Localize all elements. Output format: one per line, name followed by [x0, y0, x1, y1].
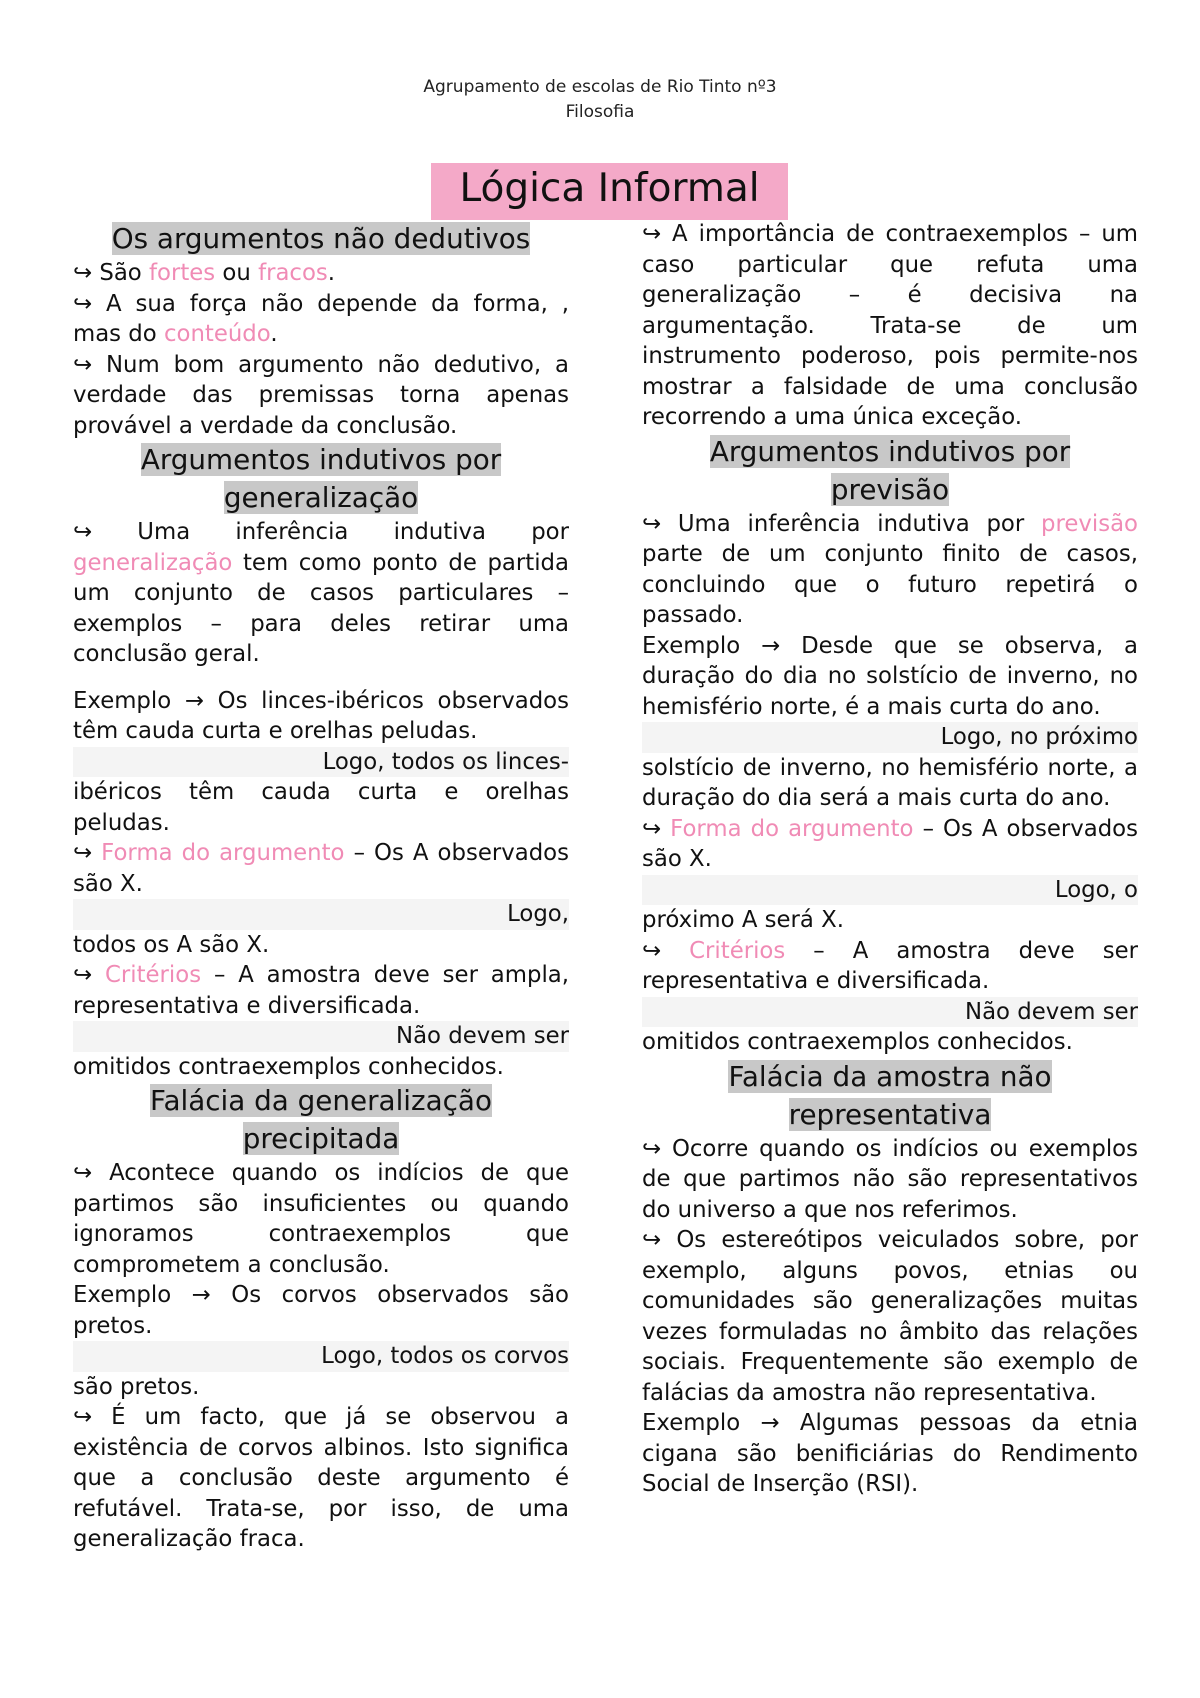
section-heading: Falácia da amostra não representativa — [728, 1059, 1052, 1131]
example-text: Exemplo → Os linces-ibéricos observados têm cauda curta e orelhas peludas. — [73, 687, 569, 744]
section-heading: Argumentos indutivos por generalização — [140, 443, 502, 514]
conclusion-line: Não devem ser — [642, 997, 1138, 1028]
highlight-term: generalização — [73, 549, 233, 576]
conclusion-text: solstício de inverno, no hemisfério norte, a duração do dia será a mais curta do ano. — [642, 754, 1138, 811]
right-column — [642, 219, 1138, 1500]
criteria-text: ↪ Critérios – A amostra deve ser representativa e diversificada. — [642, 937, 1138, 994]
highlight-term: fracos — [258, 260, 328, 286]
conclusion-text: omitidos contraexemplos conhecidos. — [642, 1029, 1073, 1055]
conclusion-line: Não devem ser — [73, 1021, 569, 1052]
conclusion-line: Logo, todos os linces- — [73, 747, 569, 778]
argument-form: ↪ Forma do argumento – Os A observados são X. — [642, 815, 1138, 872]
criteria-text: ↪ Critérios – A amostra deve ser ampla, representativa e diversificada. — [73, 962, 569, 1019]
paragraph: ↪ A importância de contraexemplos – um caso particular que refuta uma generalização – é decisiva na argumentação. Trata-se de um instrumento poderoso, pois permite-nos mostrar a falsidade de uma conclusão recorrendo a uma única exceção. — [642, 221, 1138, 430]
highlight-term: Critérios — [104, 962, 202, 988]
conclusion-line: Logo, todos os corvos — [73, 1341, 569, 1372]
paragraph: ↪ São fortes ou fracos. — [73, 260, 336, 286]
document-title-box — [431, 163, 788, 220]
example-text: Exemplo → Desde que se observa, a duração do dia no solstício de inverno, no hemisfério norte, é a mais curta do ano. — [642, 632, 1138, 720]
paragraph: ↪ Num bom argumento não dedutivo, a verdade das premissas torna apenas provável a verdade da conclusão. — [73, 351, 569, 439]
argument-form: ↪ Forma do argumento – Os A observados são X. — [73, 840, 569, 897]
left-column — [73, 220, 569, 1555]
conclusion-text: são pretos. — [73, 1373, 200, 1400]
paragraph: ↪ É um facto, que já se observou a existência de corvos albinos. Isto significa que a conclusão deste argumento é refutável. Trata-se, por isso, de uma generalização fraca. — [73, 1404, 569, 1552]
conclusion-line: Logo, no próximo — [642, 722, 1138, 753]
section-heading: Os argumentos não dedutivos — [111, 222, 531, 255]
highlight-term: previsão — [1041, 510, 1138, 537]
example-text: Exemplo → Algumas pessoas da etnia cigana são benificiárias do Rendimento Social de Inserção (RSI). — [642, 1410, 1138, 1497]
conclusion-text: omitidos contraexemplos conhecidos. — [73, 1053, 504, 1080]
subject-header: Filosofia — [565, 102, 635, 122]
paragraph: ↪ Acontece quando os indícios de que partimos são insuficientes ou quando ignoramos contraexemplos que comprometem a conclusão. — [73, 1160, 569, 1278]
section-heading: Falácia da generalização precipitada — [150, 1084, 492, 1155]
conclusion-text: próximo A será X. — [642, 907, 845, 933]
section-heading: Argumentos indutivos por previsão — [709, 434, 1071, 506]
highlight-term: conteúdo — [163, 321, 271, 347]
example-text: Exemplo → Os corvos observados são pretos. — [73, 1282, 569, 1339]
highlight-term: Critérios — [689, 937, 786, 964]
paragraph: ↪ Os estereótipos veiculados sobre, por exemplo, alguns povos, etnias ou comunidades são generalizações muitas vezes formuladas no âmbito das relações sociais. Frequentemente são exemplo de falácias da amostra não representativa. — [642, 1227, 1138, 1406]
highlight-term: Forma do argumento — [101, 840, 345, 866]
highlight-term: fortes — [148, 260, 216, 286]
school-header: Agrupamento de escolas de Rio Tinto nº3 — [423, 77, 777, 97]
conclusion-line: Logo, — [73, 899, 569, 930]
conclusion-line: Logo, o — [642, 875, 1138, 906]
conclusion-text: todos os A são X. — [73, 931, 270, 958]
paragraph: ↪ Uma inferência indutiva por previsão parte de um conjunto finito de casos, concluindo que o futuro repetirá o passado. — [642, 510, 1138, 628]
highlight-term: Forma do argumento — [670, 815, 914, 842]
document-title: Lógica Informal — [459, 166, 760, 211]
paragraph: ↪ A sua força não depende da forma, , mas do conteúdo. — [73, 290, 569, 347]
paragraph: ↪ Uma inferência indutiva por generalização tem como ponto de partida um conjunto de casos particulares – exemplos – para deles retirar uma conclusão geral. — [73, 519, 569, 667]
paragraph: ↪ Ocorre quando os indícios ou exemplos de que partimos não são representativos do universo a que nos referimos. — [642, 1135, 1138, 1223]
conclusion-text: ibéricos têm cauda curta e orelhas peludas. — [73, 779, 569, 836]
